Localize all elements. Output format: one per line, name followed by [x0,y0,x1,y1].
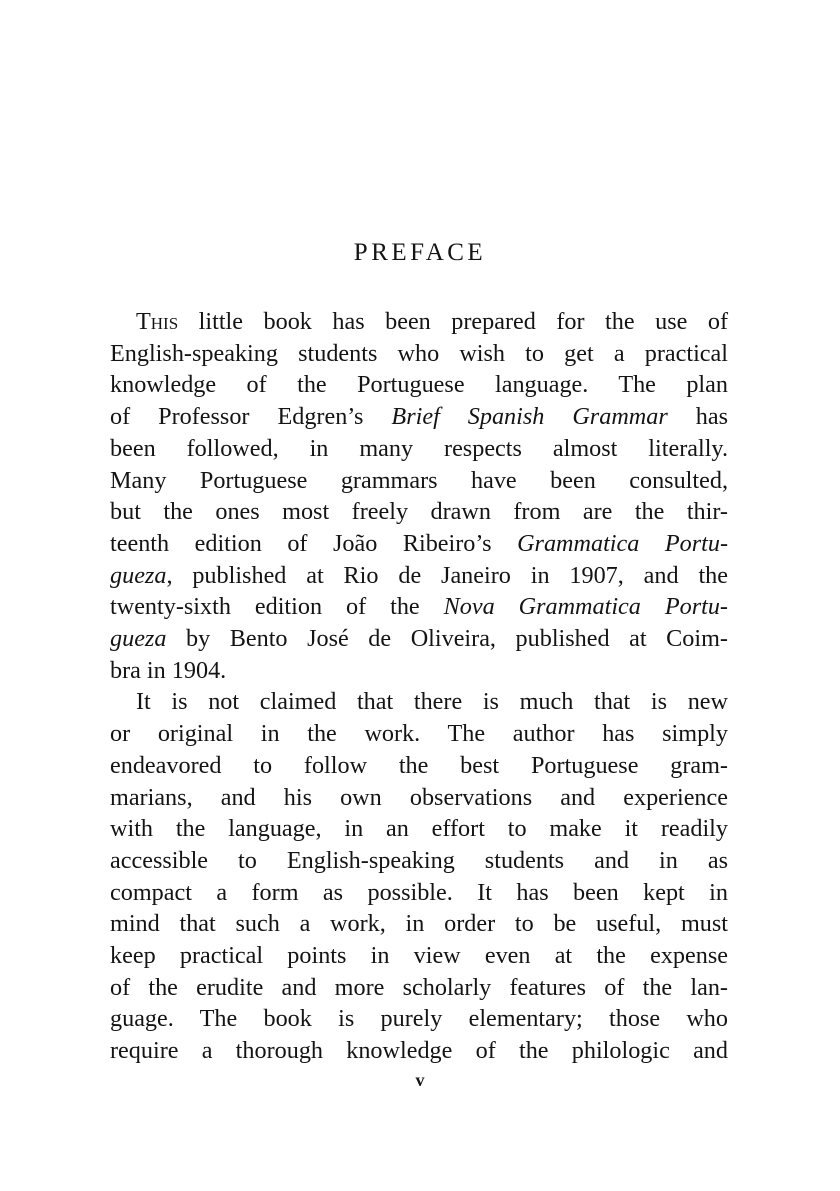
paragraph-2 [110,686,728,1066]
text-line: It is not claimed that there is much that is new [136,688,728,716]
text-line: Many Portuguese grammars have been consulted, [110,466,728,494]
book-title-italic: gueza [110,625,167,653]
text-segment: has [667,403,728,431]
text-line: guage. The book is purely elementary; those who [110,1005,728,1033]
text-line: but the ones most freely drawn from are the thir- [110,498,728,526]
book-title-italic: gueza [110,561,167,589]
text-line [110,560,728,592]
text-line [110,401,728,433]
text-line: or original in the work. The author has simply [110,720,728,748]
text-line: knowledge of the Portuguese language. The plan [110,371,728,399]
book-title-italic: Grammatica Portu- [517,529,729,557]
text-line: require a thorough knowledge of the philologic and [110,1037,728,1065]
text-line: mind that such a work, in order to be useful, must [110,910,728,938]
page-title: PREFACE [353,239,487,266]
text-segment: of Professor Edgren’s [110,403,392,431]
text-line: with the language, in an effort to make it readily [110,815,728,843]
text-line: of the erudite and more scholarly features of the lan- [110,973,728,1001]
text-segment: teenth edition of João Ribeiro’s [110,529,518,557]
text-line [110,528,728,560]
preface-body [110,306,728,1067]
text-segment: by Bento José de Oliveira, published at Coim- [166,625,728,653]
text-line [110,623,728,655]
text-line [110,306,728,338]
lead-word: This [136,308,179,335]
text-segment: little book has been prepared for the use of [178,308,728,335]
text-segment: , published at Rio de Janeiro in 1907, and the [166,561,728,589]
text-line: keep practical points in view even at the expense [110,942,728,970]
book-title-italic: Nova Grammatica Portu- [443,593,728,621]
text-line: compact a form as possible. It has been kept in [110,878,728,906]
text-segment: twenty-sixth edition of the [110,593,444,621]
book-title-italic: Brief Spanish Grammar [391,403,668,431]
text-line: accessible to English-speaking students and in as [110,846,728,874]
paragraph-1 [110,306,728,686]
text-line [110,591,728,623]
text-line: bra in 1904. [110,656,227,684]
text-line: endeavored to follow the best Portuguese gram- [110,751,728,779]
text-line: marians, and his own observations and experience [110,783,728,811]
text-line: been followed, in many respects almost literally. [110,434,728,462]
page-number: v [415,1070,425,1090]
text-line: English-speaking students who wish to get a practical [110,339,728,367]
